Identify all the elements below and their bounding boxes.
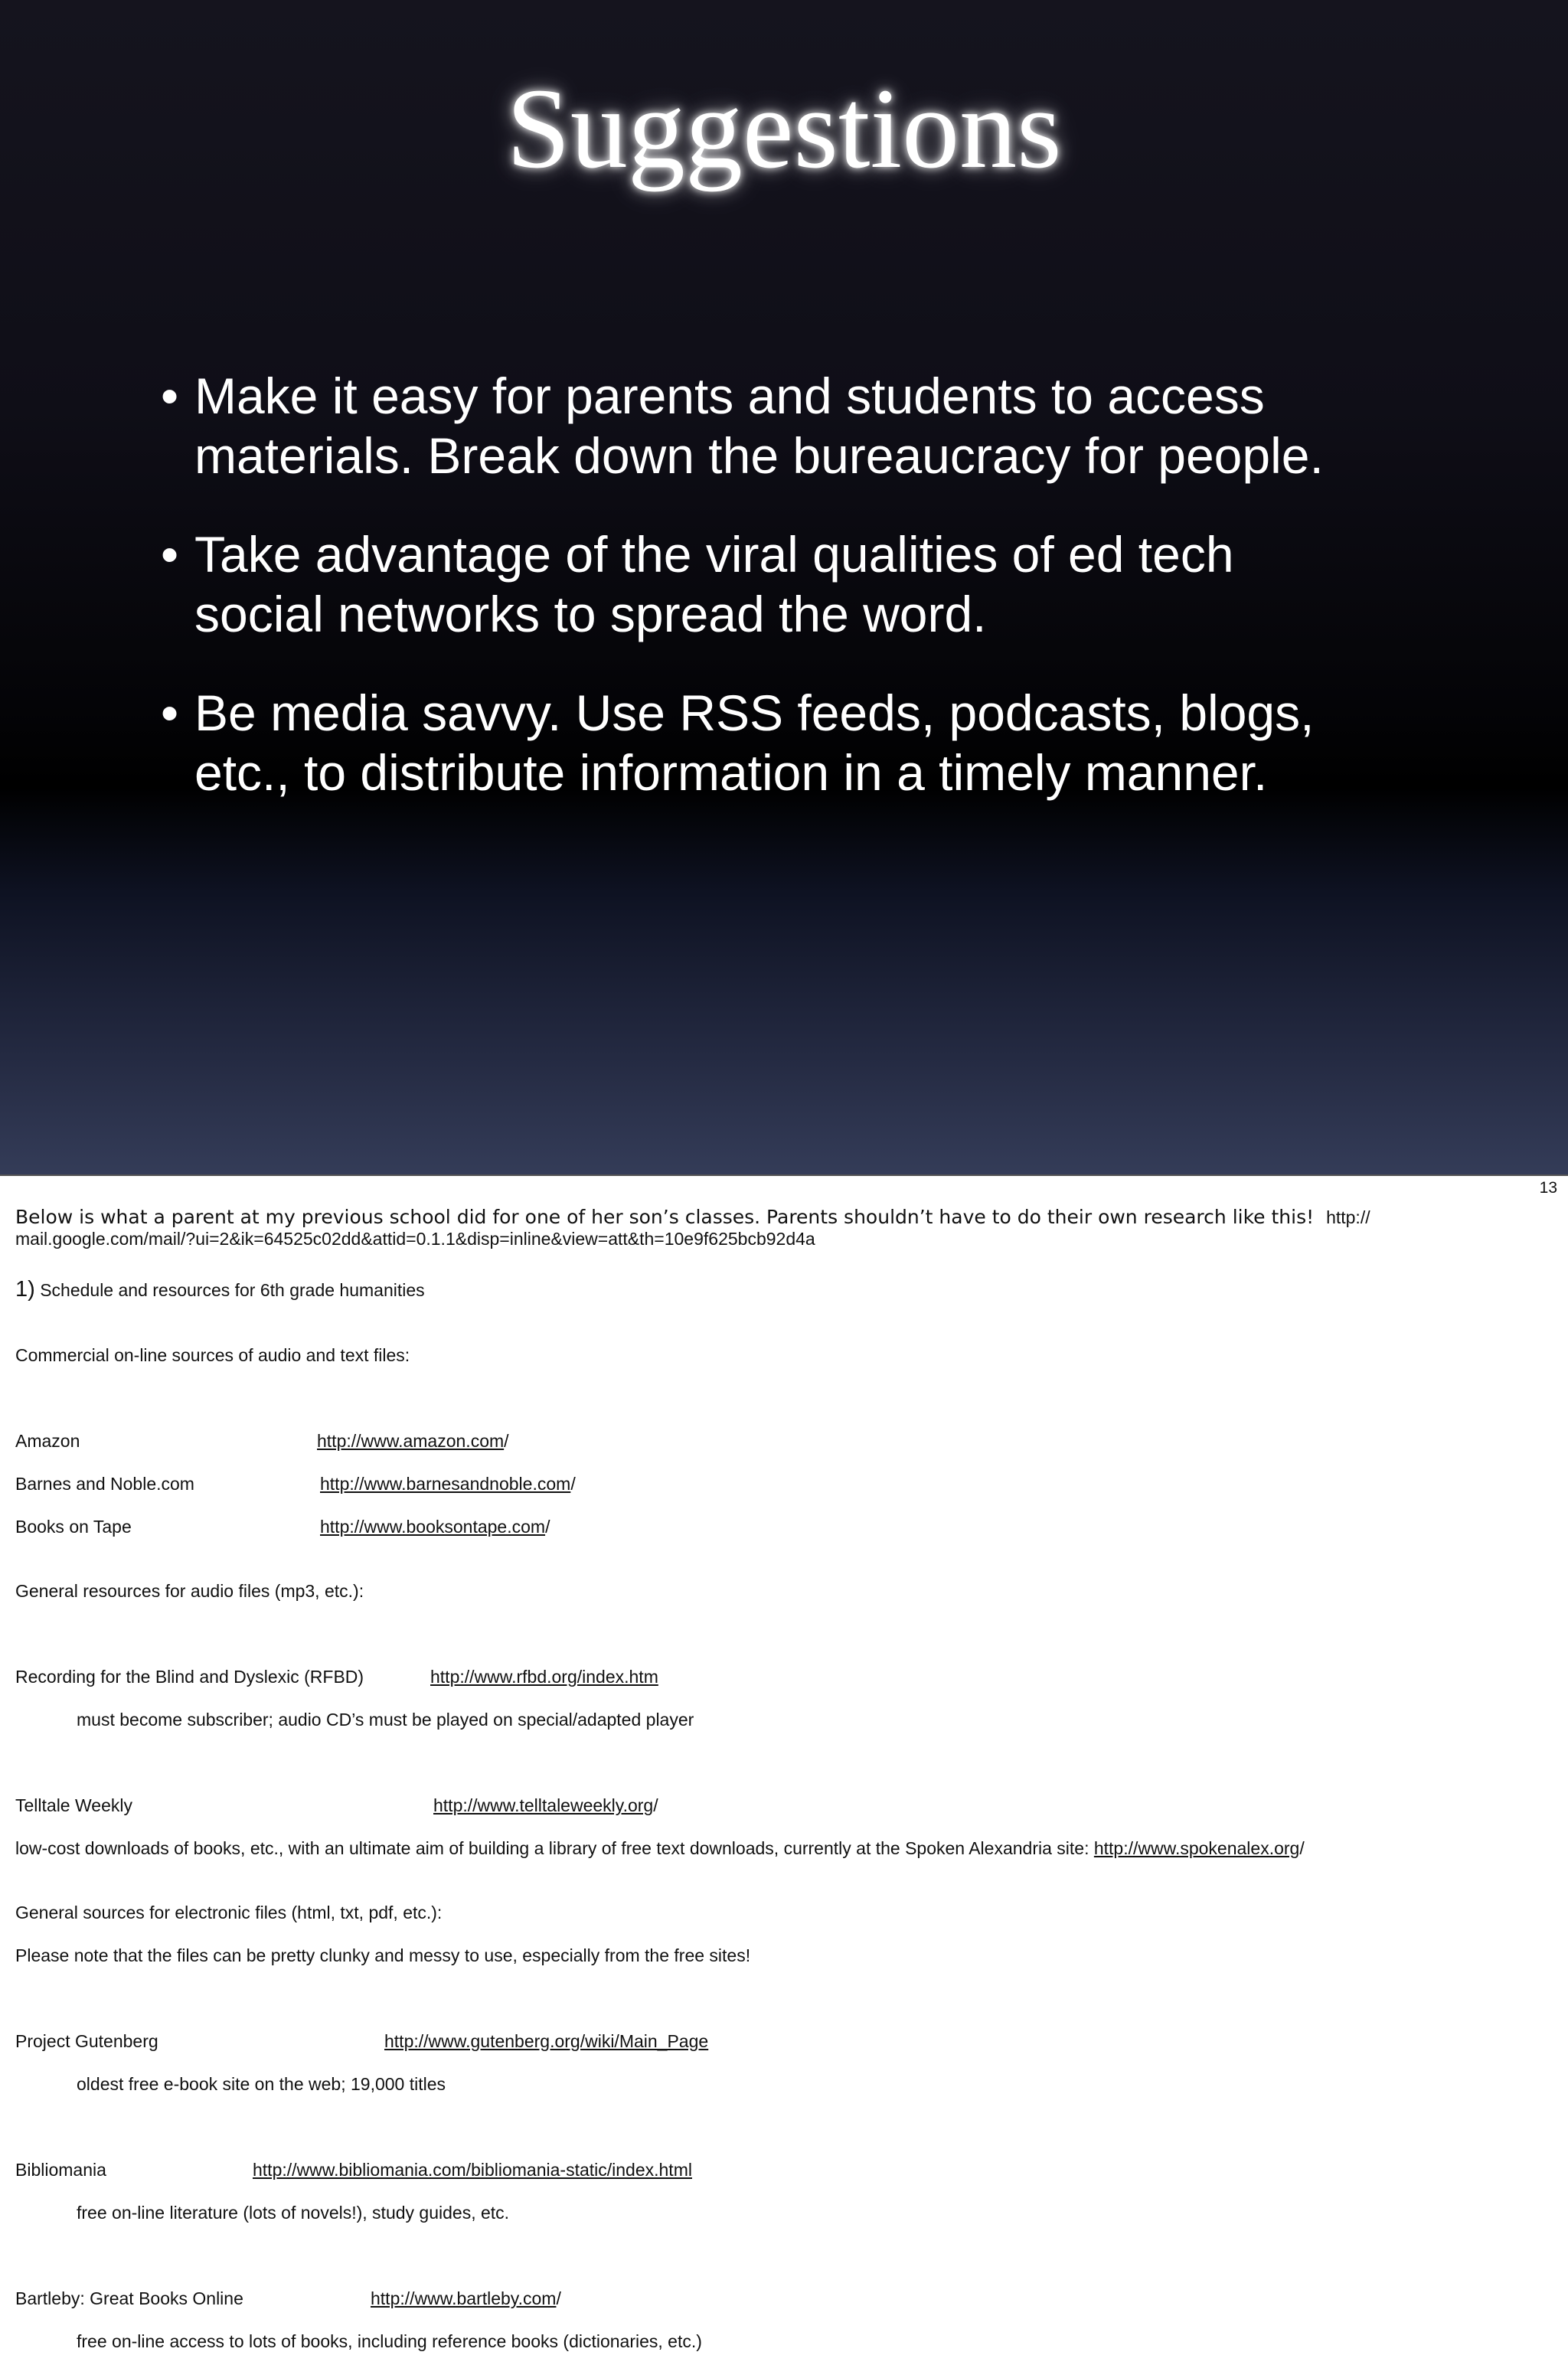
bullet-item xyxy=(161,683,1416,802)
spokenalex-link[interactable]: http://www.spokenalex.org xyxy=(1093,1838,1300,1858)
gutenberg-link-text[interactable]: http://www.gutenberg.org/wiki/Main_Page xyxy=(384,2031,709,2051)
bullet-item xyxy=(161,366,1416,485)
url-suffix: / xyxy=(545,1517,550,1537)
bartleby-name: Bartleby: Great Books Online xyxy=(15,2288,243,2308)
bibliomania-link[interactable] xyxy=(253,2159,692,2180)
telltale-note-text: low-cost downloads of books, etc., with an ultimate aim of building a library of free text downloads, currently at the Spoken Alexandria site: xyxy=(15,1838,1089,1858)
rfbd-link-text[interactable]: http://www.rfbd.org/index.htm xyxy=(430,1667,658,1687)
bibliomania-name: Bibliomania xyxy=(15,2160,106,2180)
slide xyxy=(0,0,1568,1176)
bullet-line: Make it easy for parents and students to access xyxy=(194,367,1265,424)
bibliomania-link-text[interactable]: http://www.bibliomania.com/bibliomania-static/index.html xyxy=(253,2160,692,2180)
electronic-heading: General sources for electronic files (html, txt, pdf, etc.): xyxy=(15,1903,443,1922)
rfbd-name: Recording for the Blind and Dyslexic (RFBD) xyxy=(15,1667,364,1687)
electronic-note: Please note that the files can be pretty clunky and messy to use, especially from the free sites! xyxy=(15,1945,751,1965)
url-suffix: / xyxy=(556,2288,561,2308)
bullet-dot-icon: • xyxy=(161,367,179,424)
url-suffix: / xyxy=(1299,1838,1305,1858)
bullet-list xyxy=(161,366,1416,841)
audio-heading: General resources for audio files (mp3, etc.): xyxy=(15,1581,364,1601)
telltale-link[interactable]: http://www.telltaleweekly.org xyxy=(433,1795,654,1815)
url-suffix: / xyxy=(504,1431,509,1451)
intro-text: Below is what a parent at my previous school did for one of her son’s classes. Parents shouldn’t have to do their own research like this! xyxy=(15,1206,1315,1228)
bullet-line: etc., to distribute information in a timely manner. xyxy=(194,744,1268,801)
page-number: 13 xyxy=(1539,1179,1557,1197)
intro-url-start: http:// xyxy=(1326,1207,1370,1227)
bartleby-url-line xyxy=(371,2288,561,2309)
books-on-tape-url-line xyxy=(320,1516,550,1537)
telltale-name: Telltale Weekly xyxy=(15,1795,132,1815)
gutenberg-name: Project Gutenberg xyxy=(15,2031,158,2051)
notes-intro xyxy=(15,1207,1370,1228)
bullet-item xyxy=(161,524,1416,644)
barnes-name: Barnes and Noble.com xyxy=(15,1474,194,1494)
bartleby-link[interactable]: http://www.bartleby.com xyxy=(371,2288,557,2308)
rfbd-link[interactable] xyxy=(430,1666,658,1687)
bullet-line: Take advantage of the viral qualities of ed tech xyxy=(194,526,1234,583)
telltale-note xyxy=(15,1837,1305,1859)
bullet-line: materials. Break down the bureaucracy for people. xyxy=(194,427,1324,484)
bartleby-note: free on-line access to lots of books, including reference books (dictionaries, etc.) xyxy=(77,2331,702,2351)
schedule-text: Schedule and resources for 6th grade humanities xyxy=(40,1280,425,1300)
commercial-heading: Commercial on-line sources of audio and text files: xyxy=(15,1345,410,1365)
books-on-tape-name: Books on Tape xyxy=(15,1517,132,1537)
barnes-url-line xyxy=(320,1473,576,1494)
gutenberg-link[interactable] xyxy=(384,2030,708,2052)
gutenberg-note: oldest free e-book site on the web; 19,000 titles xyxy=(77,2074,446,2094)
slide-title: Suggestions xyxy=(506,65,1062,192)
amazon-url-line xyxy=(317,1430,509,1452)
bullet-line: Be media savvy. Use RSS feeds, podcasts, blogs, xyxy=(194,684,1315,741)
telltale-url-line xyxy=(433,1795,658,1816)
rfbd-note: must become subscriber; audio CD’s must be played on special/adapted player xyxy=(77,1710,694,1730)
bibliomania-note: free on-line literature (lots of novels!), study guides, etc. xyxy=(77,2203,510,2223)
bullet-dot-icon: • xyxy=(161,526,179,583)
intro-url-continued: mail.google.com/mail/?ui=2&ik=64525c02dd&attid=0.1.1&disp=inline&view=att&th=10e9f625bcb92d4a xyxy=(15,1229,815,1249)
url-suffix: / xyxy=(570,1474,576,1494)
amazon-link[interactable]: http://www.amazon.com xyxy=(317,1431,505,1451)
barnes-link[interactable]: http://www.barnesandnoble.com xyxy=(320,1474,571,1494)
books-on-tape-link[interactable]: http://www.booksontape.com xyxy=(320,1517,546,1537)
url-suffix: / xyxy=(653,1795,658,1815)
schedule-line xyxy=(15,1279,425,1301)
bullet-line: social networks to spread the word. xyxy=(194,586,987,642)
amazon-name: Amazon xyxy=(15,1431,80,1451)
bullet-dot-icon: • xyxy=(161,684,179,741)
schedule-number: 1) xyxy=(15,1277,35,1302)
